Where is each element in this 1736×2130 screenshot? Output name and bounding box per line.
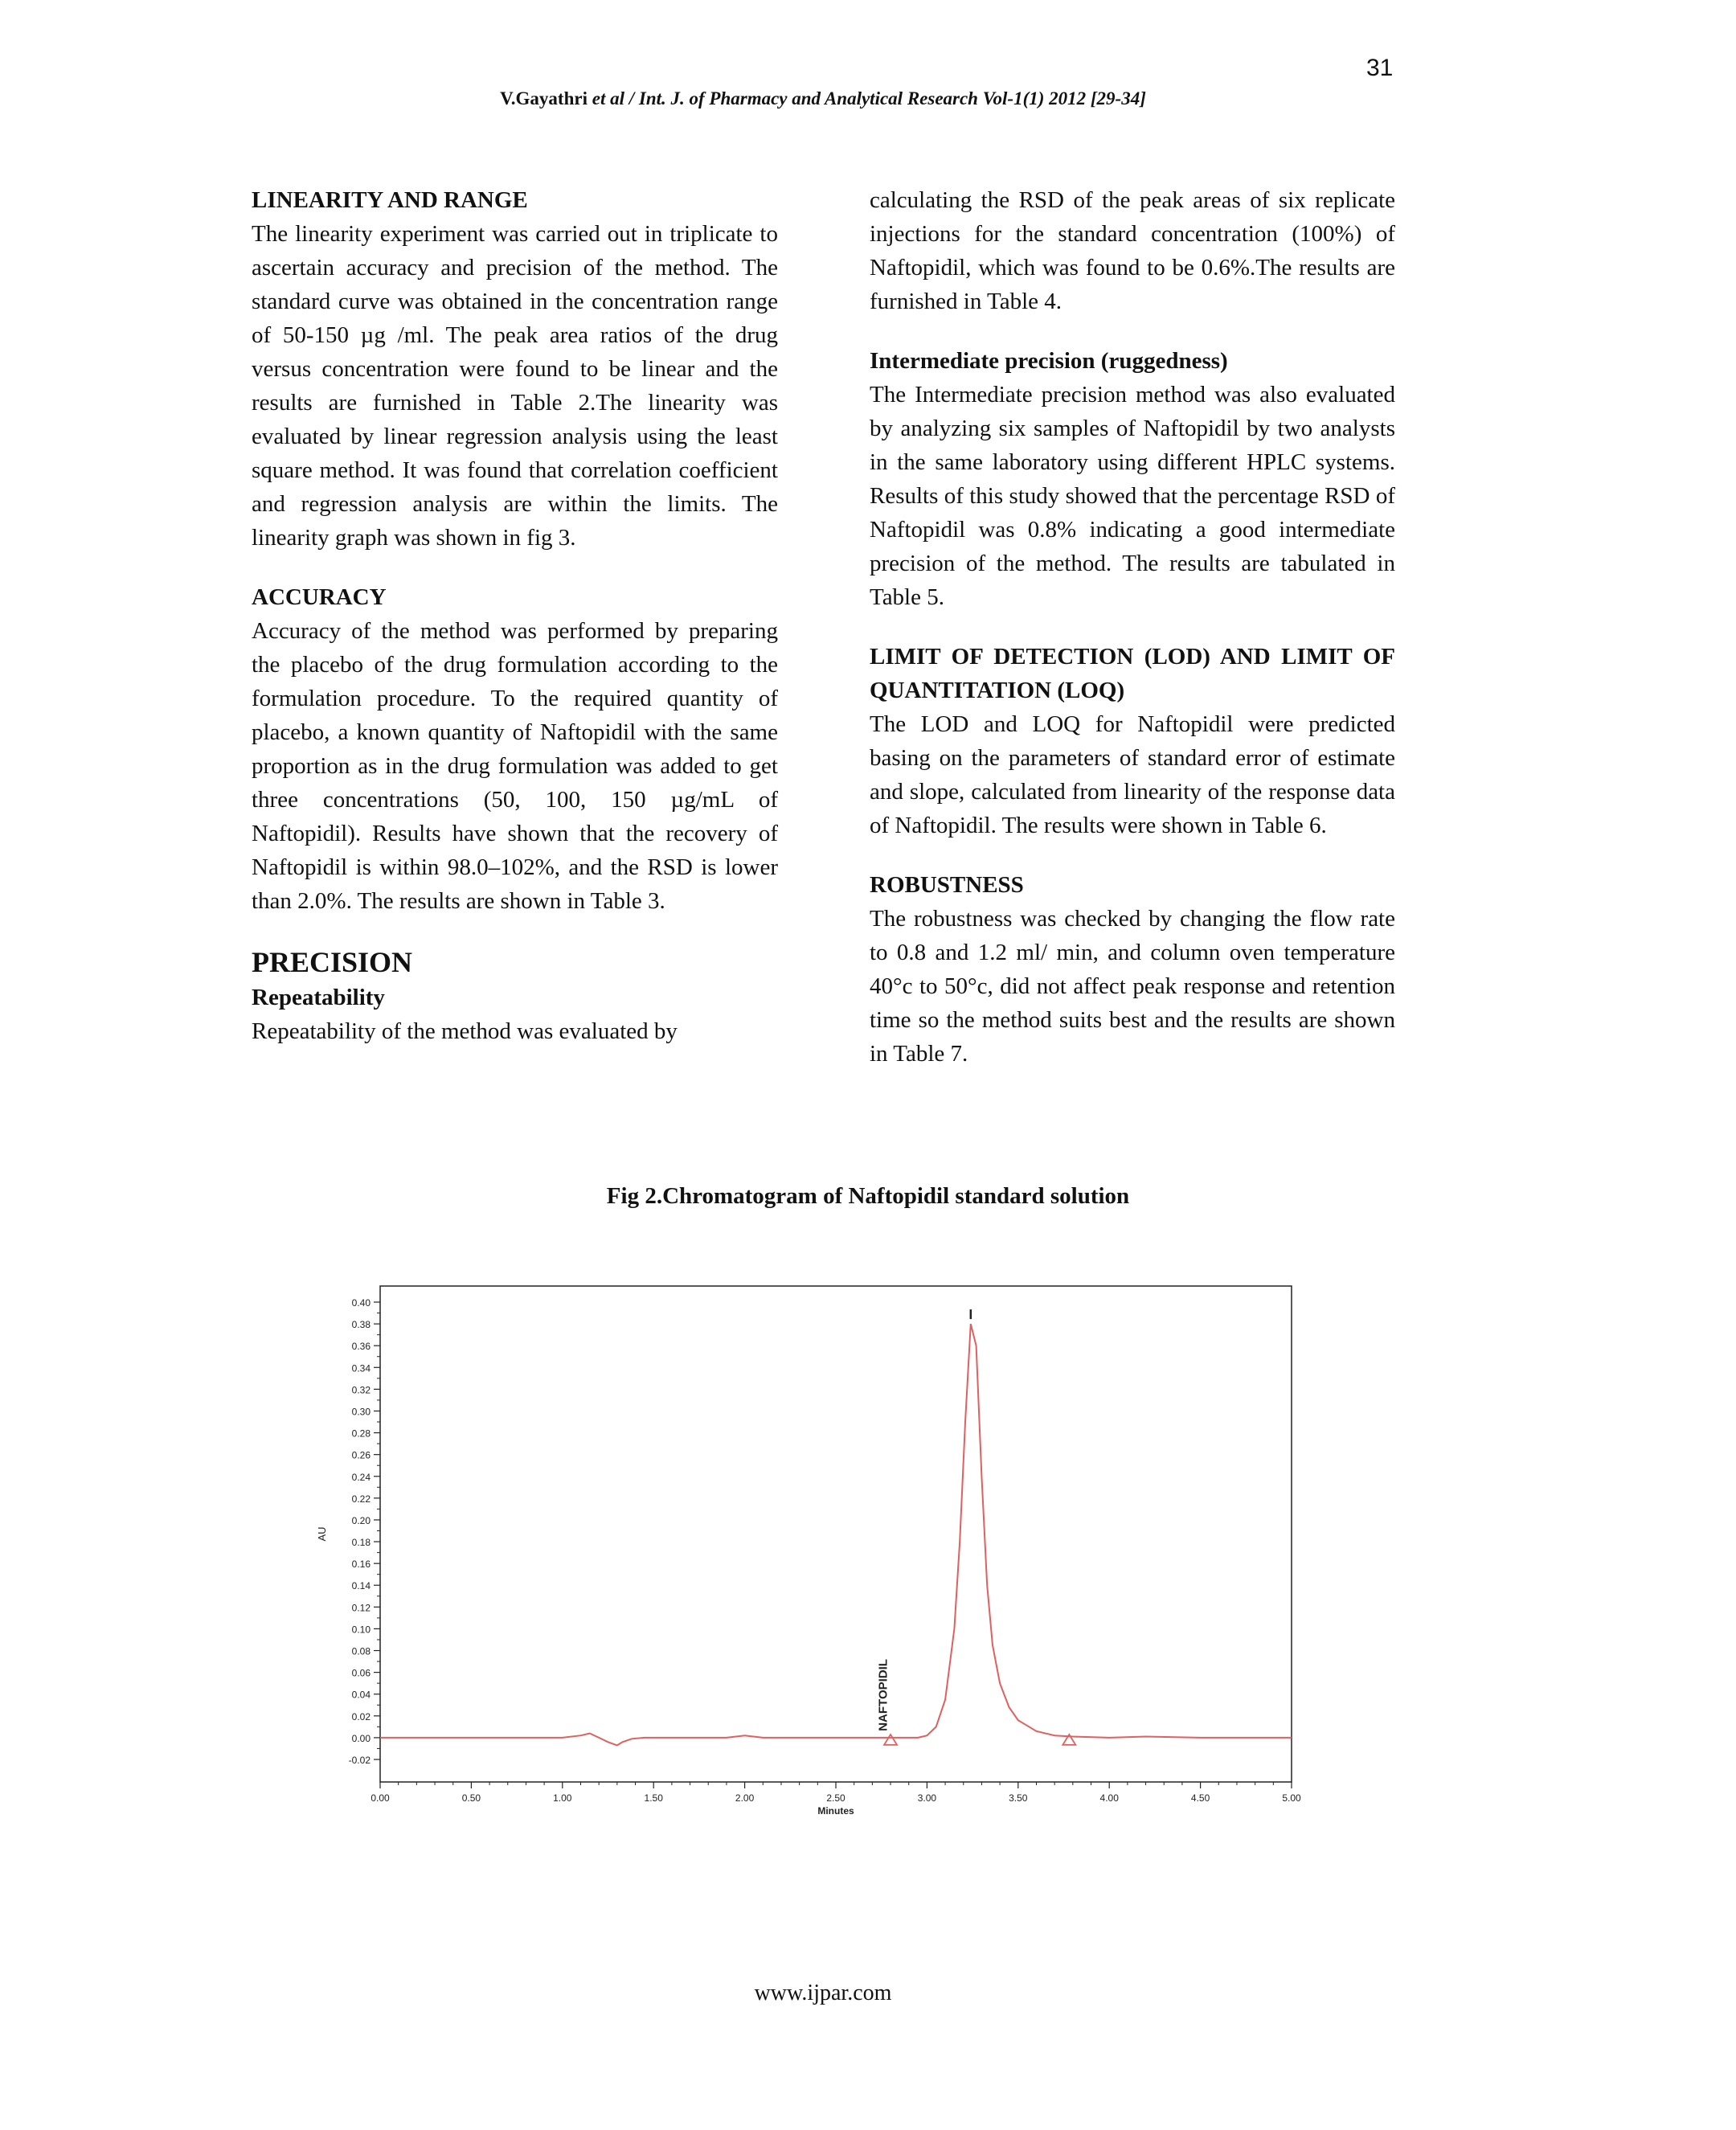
intermediate-text: The Intermediate precision method was also evaluated by analyzing six samples of Naftopidil by two analysts in the same laboratory using different HPLC systems. Results of this study showed that the percentage RSD of Naftopidil was 0.8% indicating a good intermediate precision of the method. The results are tabulated in Table 5. [870, 382, 1395, 610]
y-tick-label: -0.02 [348, 1755, 371, 1766]
footer-website: www.ijpar.com [754, 1980, 892, 2005]
figure-caption: Fig 2.Chromatogram of Naftopidil standard solution [606, 1183, 1130, 1209]
lod-text: The LOD and LOQ for Naftopidil were predicted basing on the parameters of standard error of estimate and slope, calculated from linearity of the response data of Naftopidil. The results were shown in Table 6. [870, 711, 1395, 838]
x-tick-label: 5.00 [1282, 1792, 1301, 1804]
page-number: 31 [1366, 55, 1394, 81]
robustness-text: The robustness was checked by changing the flow rate to 0.8 and 1.2 ml/ min, and column oven temperature 40°c to 50°c, did not affect peak response and retention time so the method suits best and the results are shown in Table 7. [870, 906, 1395, 1067]
accuracy-heading: ACCURACY [252, 584, 387, 610]
y-tick-label: 0.38 [351, 1319, 371, 1331]
precision-heading: PRECISION [252, 946, 413, 978]
y-tick-label: 0.30 [351, 1406, 371, 1418]
x-tick-label: 2.50 [826, 1792, 845, 1804]
y-tick-label: 0.28 [351, 1428, 371, 1440]
y-axis-label: AU [316, 1526, 328, 1542]
y-tick-label: 0.32 [351, 1384, 371, 1396]
integration-marker [884, 1735, 897, 1745]
repeatability-text: Repeatability of the method was evaluated by [252, 1018, 678, 1044]
y-tick-label: 0.00 [351, 1732, 371, 1744]
plot-frame [380, 1286, 1292, 1782]
x-tick-label: 3.50 [1009, 1792, 1028, 1804]
x-tick-label: 2.00 [735, 1792, 755, 1804]
y-tick-label: 0.02 [351, 1710, 371, 1722]
x-tick-label: 3.00 [917, 1792, 937, 1804]
y-tick-label: 0.26 [351, 1449, 371, 1461]
x-tick-label: 1.00 [553, 1792, 572, 1804]
y-tick-label: 0.08 [351, 1645, 371, 1657]
series-line [380, 1324, 1292, 1745]
header-journal: Int. J. of Pharmacy and Analytical Research Vol-1(1) 2012 [29-34] [638, 88, 1146, 109]
chromatogram-figure [309, 1274, 1314, 1817]
left-column [252, 183, 778, 1048]
robustness-heading: ROBUSTNESS [870, 872, 1024, 898]
chromatogram-chart [309, 1274, 1314, 1817]
continuation-text: calculating the RSD of the peak areas of six replicate injections for the standard concentration (100%) of Naftopidil, which was found to be 0.6%.The results are furnished in Table 4. [870, 187, 1395, 314]
peak-label: NAFTOPIDIL [876, 1659, 891, 1731]
lod-heading: LIMIT OF DETECTION (LOD) AND LIMIT OF QUANTITATION (LOQ) [870, 644, 1395, 703]
intermediate-heading: Intermediate precision (ruggedness) [870, 348, 1228, 374]
y-tick-label: 0.14 [351, 1580, 371, 1592]
y-tick-label: 0.10 [351, 1624, 371, 1636]
y-tick-label: 0.16 [351, 1559, 371, 1571]
x-tick-label: 0.50 [461, 1792, 481, 1804]
y-tick-label: 0.20 [351, 1514, 371, 1526]
running-header: V.Gayathri et al / Int. J. of Pharmacy and Analytical Research Vol-1(1) 2012 [29-34] [500, 88, 1146, 109]
y-tick-label: 0.04 [351, 1689, 371, 1701]
header-authors: V.Gayathri [500, 88, 588, 109]
x-tick-label: 4.50 [1190, 1792, 1210, 1804]
x-tick-label: 0.00 [371, 1792, 390, 1804]
y-tick-label: 0.12 [351, 1602, 371, 1614]
y-tick-label: 0.36 [351, 1341, 371, 1353]
y-tick-label: 0.06 [351, 1667, 371, 1679]
y-tick-label: 0.22 [351, 1493, 371, 1505]
y-tick-label: 0.40 [351, 1297, 371, 1309]
accuracy-text: Accuracy of the method was performed by preparing the placebo of the drug formulation according to the formulation procedure. To the required quantity of placebo, a known quantity of Naftopidil with the same proportion as in the drug formulation was added to get three concentrations (50, 100, 150 µg/mL of Naftopidil). Results have shown that the recovery of Naftopidil is within 98.0–102%, and the RSD is lower than 2.0%. The results are shown in Table 3. [252, 618, 778, 914]
y-tick-label: 0.24 [351, 1471, 371, 1483]
x-tick-label: 4.00 [1099, 1792, 1119, 1804]
x-axis-label: Minutes [817, 1805, 854, 1817]
y-tick-label: 0.34 [351, 1362, 371, 1374]
linearity-text: The linearity experiment was carried out in triplicate to ascertain accuracy and precision of the method. The standard curve was obtained in the concentration range of 50-150 µg /ml. The peak area ratios of the drug versus concentration were found to be linear and the results are furnished in Table 2.The linearity was evaluated by linear regression analysis using the least square method. It was found that correlation coefficient and regression analysis are within the limits. The linearity graph was shown in fig 3. [252, 221, 778, 551]
y-tick-label: 0.18 [351, 1537, 371, 1549]
header-et-al: et al [592, 88, 624, 109]
repeatability-heading: Repeatability [252, 985, 385, 1010]
linearity-heading: LINEARITY AND RANGE [252, 187, 528, 213]
x-tick-label: 1.50 [644, 1792, 663, 1804]
right-column [870, 183, 1395, 1096]
